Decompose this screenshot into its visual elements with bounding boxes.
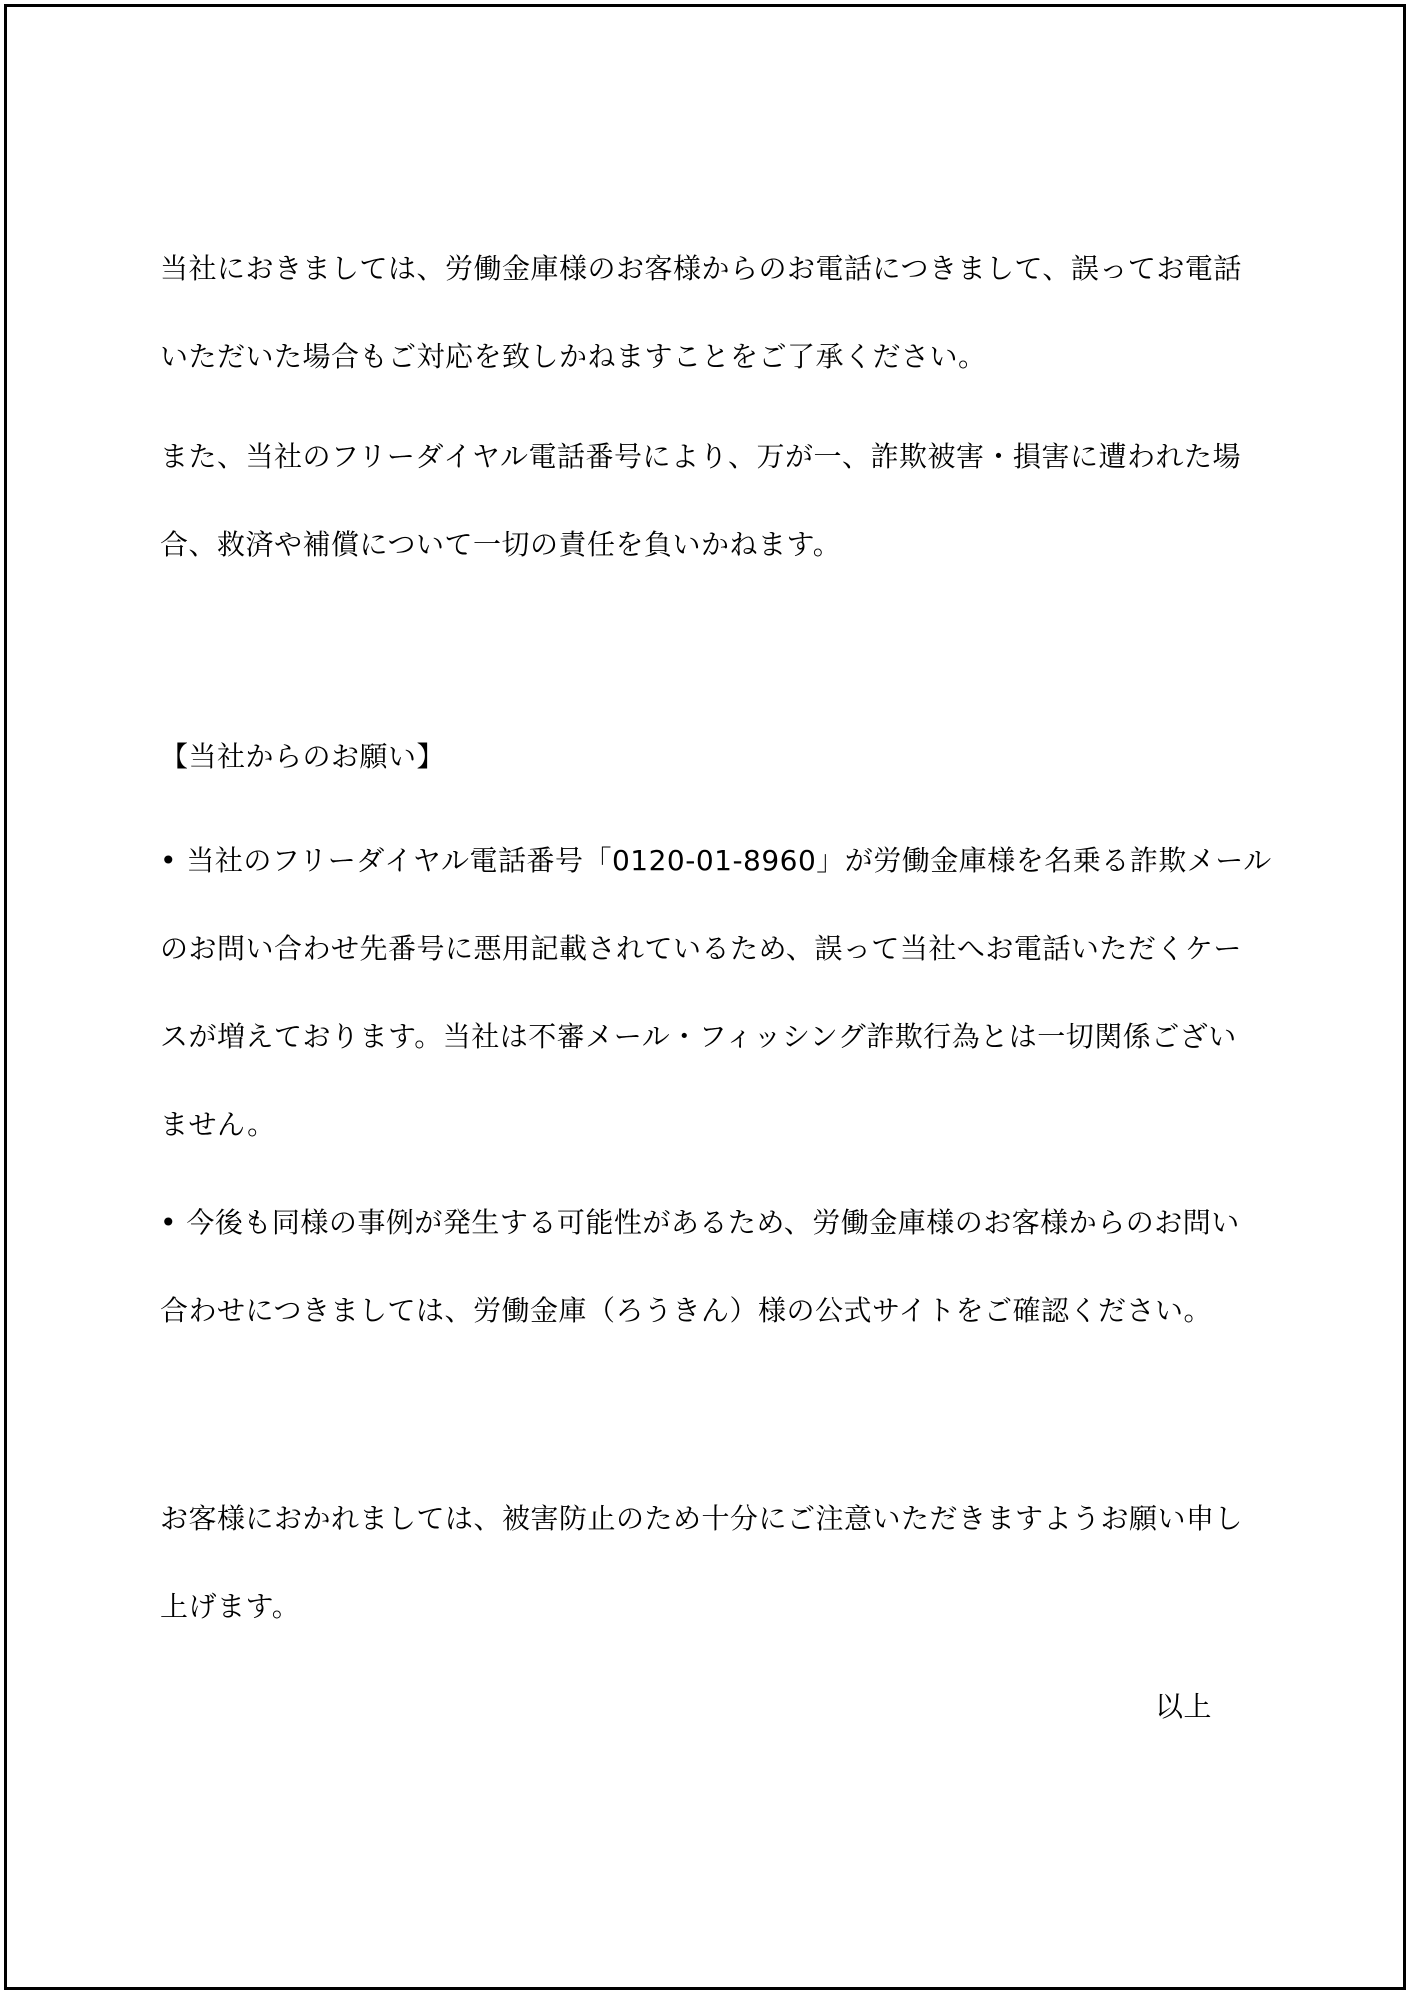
text-line: 当社におきましては、労働金庫様のお客様からのお電話につきまして、誤ってお電話 xyxy=(160,252,1242,285)
text-line: お客様におかれましては、被害防止のため十分にご注意いただきますようお願い申し xyxy=(160,1502,1244,1535)
text-line: また、当社のフリーダイヤル電話番号により、万が一、詐欺被害・損害に遭われた場 xyxy=(160,440,1242,473)
document-body xyxy=(160,225,1272,1751)
intro-paragraph xyxy=(160,225,1242,401)
text-line: スが増えております。当社は不審メール・フィッシング詐欺行為とは一切関係ござい xyxy=(160,1020,1237,1053)
text-line: 合わせにつきましては、労働金庫（ろうきん）様の公式サイトをご確認ください。 xyxy=(160,1294,1212,1327)
text-line: 上げます。 xyxy=(160,1590,301,1623)
request-section-heading xyxy=(160,713,1212,801)
bullet-item-official-site xyxy=(160,1179,1240,1355)
text-line: • 今後も同様の事例が発生する可能性があるため、労働金庫様のお客様からのお問い xyxy=(160,1206,1240,1239)
text-line: ません。 xyxy=(160,1108,276,1141)
heading-text: 【当社からのお願い】 xyxy=(160,740,446,773)
text-line: • 当社のフリーダイヤル電話番号「0120-01-8960」が労働金庫様を名乗る詐欺メール xyxy=(160,844,1272,877)
disclaimer-paragraph xyxy=(160,413,1242,589)
signoff xyxy=(160,1663,1212,1751)
text-line: いただいた場合もご対応を致しかねますことをご了承ください。 xyxy=(160,340,987,373)
signoff-text: 以上 xyxy=(1154,1690,1212,1723)
bullet-item-phone-misuse xyxy=(160,817,1272,1169)
text-line: のお問い合わせ先番号に悪用記載されているため、誤って当社へお電話いただくケー xyxy=(160,932,1242,965)
text-line: 合、救済や補償について一切の責任を負いかねます。 xyxy=(160,528,842,561)
closing-paragraph xyxy=(160,1475,1244,1651)
